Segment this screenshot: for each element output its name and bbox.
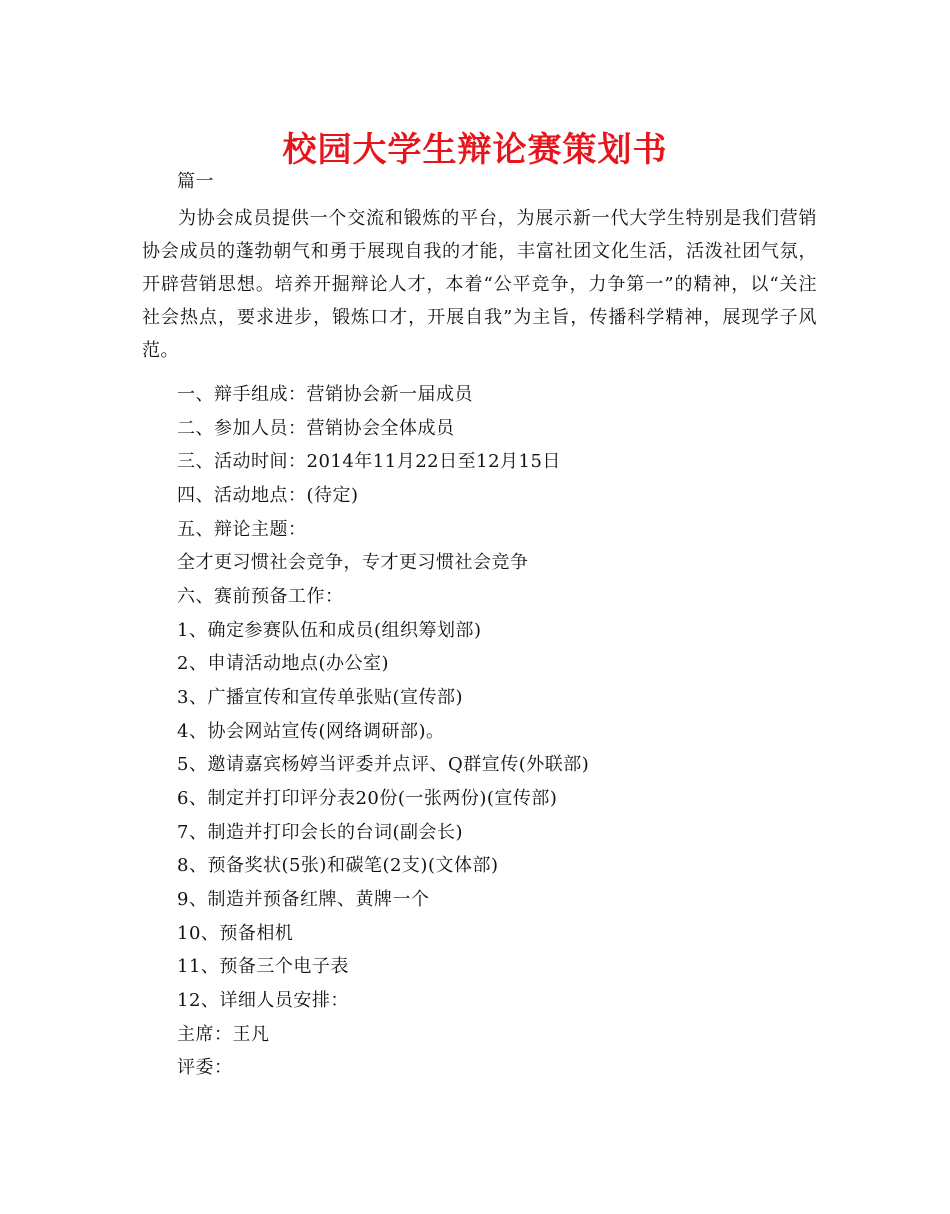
list-item: 4、协会网站宣传(网络调研部)。	[177, 721, 445, 742]
list-item: 3、广播宣传和宣传单张贴(宣传部)	[177, 687, 463, 708]
list-item: 2、申请活动地点(办公室)	[177, 653, 389, 674]
list-item: 8、预备奖状(5张)和碳笔(2支)(文体部)	[177, 855, 499, 876]
line-topic-heading: 五、辩论主题：	[177, 519, 307, 540]
list-item: 1、确定参赛队伍和成员(组织筹划部)	[177, 620, 482, 641]
line-participants: 二、参加人员：营销协会全体成员	[177, 418, 455, 439]
document-title: 校园大学生辩论赛策划书	[282, 130, 668, 170]
list-item: 5、邀请嘉宾杨婷当评委并点评、Q群宣传(外联部)	[177, 754, 590, 775]
line-location: 四、活动地点：(待定)	[177, 485, 359, 506]
line-debaters: 一、辩手组成：营销协会新一届成员	[177, 384, 473, 405]
line-time: 三、活动时间：2014年11月22日至12月15日	[177, 451, 561, 472]
section-label: 篇一	[177, 171, 214, 192]
line-chair: 主席：王凡	[177, 1024, 270, 1045]
intro-paragraph: 为协会成员提供一个交流和锻炼的平台，为展示新一代大学生特别是我们营销协会成员的蓬勃朝气和勇于展现自我的才能，丰富社团文化生活，活泼社团气氛，开辟营销思想。培养开掘辩论人才，本着“公平竞争，力争第一”的精神，以“关注社会热点，要求进步，锻炼口才，开展自我”为主旨，传播科学精神，展现学子风范。	[142, 208, 817, 361]
list-item: 6、制定并打印评分表20份(一张两份)(宣传部)	[177, 788, 558, 809]
line-judges: 评委：	[177, 1057, 233, 1078]
list-item: 10、预备相机	[177, 923, 294, 944]
list-item: 9、制造并预备红牌、黄牌一个	[177, 889, 430, 910]
line-topic: 全才更习惯社会竞争，专才更习惯社会竞争	[177, 552, 529, 573]
list-item: 7、制造并打印会长的台词(副会长)	[177, 822, 463, 843]
list-item: 11、预备三个电子表	[177, 956, 349, 977]
line-prep-heading: 六、赛前预备工作：	[177, 586, 344, 607]
list-item: 12、详细人员安排：	[177, 990, 349, 1011]
